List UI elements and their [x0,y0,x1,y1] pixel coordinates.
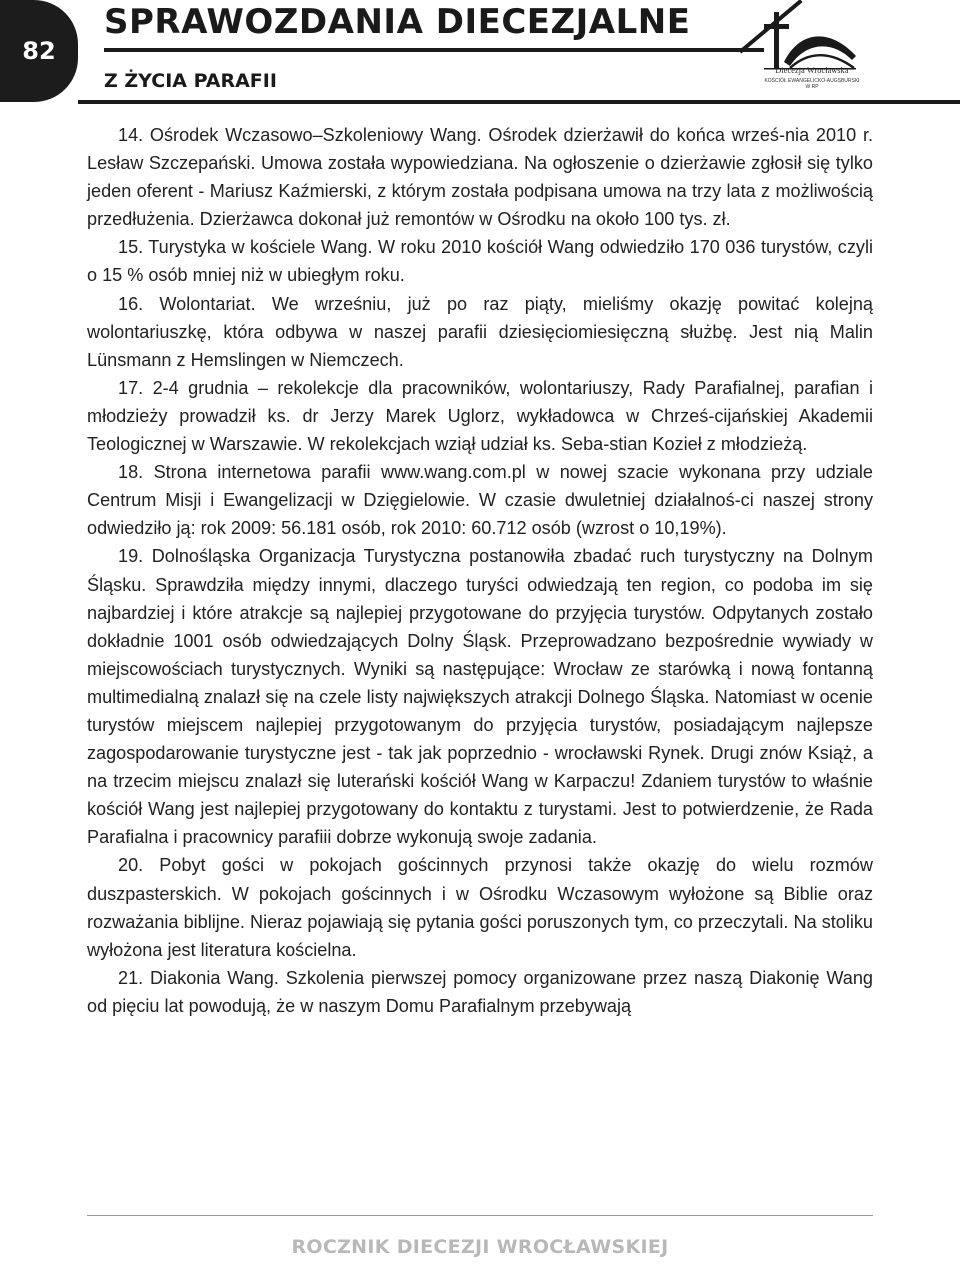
header-rule [104,48,764,52]
logo-subcaption: KOŚCIÓŁ EWANGELICKO-AUGSBURSKI W RP [764,78,860,90]
paragraph-20: 20. Pobyt gości w pokojach gościnnych przynosi także okazję do wielu rozmów duszpasterskich. W pokojach gościnnych i w Ośrodku Wczasowym wyłożone są Biblie oraz rozważania biblijne. Nieraz pojawiają się pytania gości poruszonych tym, co przeczytali. Na stoliku wyłożona jest literatura kościelna. [87,855,873,960]
paragraph-17: 17. 2-4 grudnia – rekolekcje dla pracowników, wolontariuszy, Rady Parafialnej, parafian i młodzieży prowadził ks. dr Jerzy Marek Uglorz, wykładowca w Chrześ-cijańskiej Akademii Teologicznej w Warszawie. W rekolekcjach wziął udział ks. Seba-stian Kozieł z młodzieżą. [87,377,873,455]
paragraph-15: 15. Turystyka w kościele Wang. W roku 2010 kościół Wang odwiedziło 170 036 turystów, czyli o 15 % osób mniej niż w ubiegłym roku. [87,237,873,286]
header-bottom-rule [78,100,960,104]
paragraph-18: 18. Strona internetowa parafii www.wang.com.pl w nowej szacie wykonana przy udziale Centrum Misji i Ewangelizacji w Dzięgielowie. W czasie dwuletniej działalnoś-ci naszej strony odwiedziło ją: rok 2009: 56.181 osób, rok 2010: 60.712 osób (wzrost o 10,19%). [87,462,873,539]
paragraph-14: 14. Ośrodek Wczasowo–Szkoleniowy Wang. Ośrodek dzierżawił do końca wrześ-nia 2010 r. Lesław Szczepański. Umowa została wypowiedziana. Na ogłoszenie o dzierżawie zgłosił się tylko jeden oferent - Mariusz Kaźmierski, z którym została podpisana umowa na trzy lata z możliwością przedłużenia. Dzierżawca dokonał już remontów w Ośrodku na około 100 tys. zł. [87,125,873,230]
page-header [0,0,960,110]
section-title: SPRAWOZDANIA DIECEZJALNE [104,2,691,42]
page-number: 82 [22,37,56,65]
section-subtitle: Z ŻYCIA PARAFII [104,70,277,92]
paragraph-16: 16. Wolontariat. We wrześniu, już po raz piąty, mieliśmy okazję powitać kolejną wolontariuszkę, która odbywa w naszej parafii dziesięciomiesięczną służbę. Jest nią Malin Lünsmann z Hemslingen w Niemczech. [87,293,873,370]
logo-caption: Diecezja Wrocławska [775,66,849,75]
paragraph-21: 21. Diakonia Wang. Szkolenia pierwszej pomocy organizowane przez naszą Diakonię Wang od pięciu lat powodują, że w naszym Domu Parafialnym przebywają [87,967,873,1016]
paragraph-19: 19. Dolnośląska Organizacja Turystyczna postanowiła zbadać ruch turystyczny na Dolnym Śląsku. Sprawdziła między innymi, dlaczego turyści odwiedzają ten region, co podoba im się najbardziej i które atrakcje są najlepiej przygotowane do przyjęcia turystów. Odpytanych zostało dokładnie 1001 osób odwiedzających Dolny Śląsk. Przeprowadzano bezpośrednie wywiady w miejscowościach turystycznych. Wyniki są następujące: Wrocław ze starówką i nową fontanną multimedialną znalazł się na czele listy największych atrakcji Dolnego Śląska. Natomiast w ocenie turystów miejscem najlepiej przygotowanym do przyjęcia turystów, posiadającym najlepsze zagospodarowanie turystyczne jest - tak jak poprzednio - wrocławski Rynek. Drugi znów Książ, a na trzecim miejscu znalazł się luterański kościół Wang w Karpaczu! Zdaniem turystów to właśnie kościół Wang jest najlepiej przygotowany do kontaktu z turystami. Jest to potwierdzenie, że Rada Parafialna i pracownicy parafiii dobrze wykonują swoje zadania. [87,546,873,848]
page-footer: ROCZNIK DIECEZJI WROCŁAWSKIEJ [291,1236,669,1258]
footer-rule [87,1215,873,1216]
article-body [87,121,873,1020]
page-number-badge [0,0,78,102]
